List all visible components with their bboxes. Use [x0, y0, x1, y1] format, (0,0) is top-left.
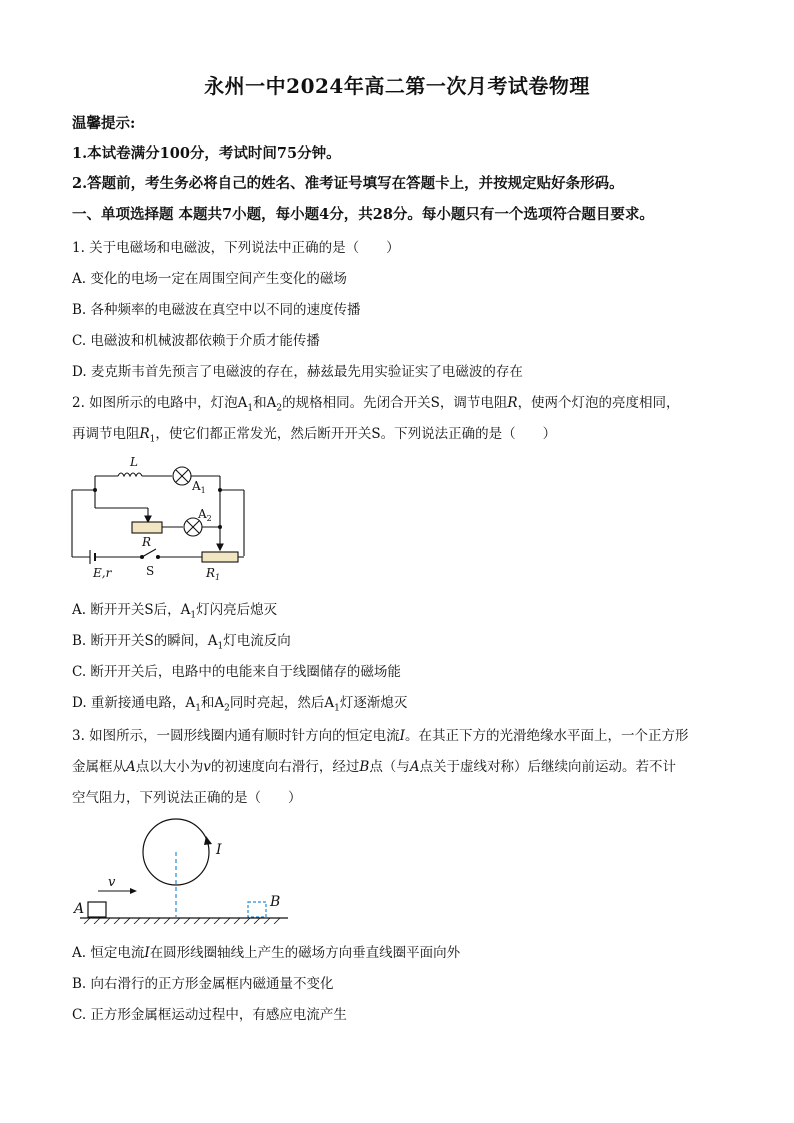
question-stem: 再调节电阻$R_1$，使它们都正常发光，然后断开开关S。下列说法正确的是（ ） — [72, 426, 557, 445]
label-I: I — [216, 842, 222, 858]
question-stem: 2. 如图所示的电路中，灯泡$A_1$和$A_2$的规格相同。先闭合开关S，调节电阻R，使两个灯泡的亮度相同， — [72, 395, 680, 414]
label-A: A — [74, 901, 85, 917]
label-Er: E,r — [93, 566, 112, 580]
label-R1: $R_1$ — [206, 566, 221, 582]
label-A1: $A_1$ — [192, 479, 206, 495]
page-title: 永州一中2024年高二第一次月考试卷物理 — [204, 74, 590, 98]
option: A. 断开开关S后，$A_1$灯闪亮后熄灭 — [72, 602, 278, 621]
label-B: B — [270, 894, 281, 910]
option: C. 正方形金属框运动过程中，有感应电流产生 — [72, 1007, 347, 1023]
option: B. 向右滑行的正方形金属框内磁通量不变化 — [72, 976, 334, 992]
section-heading: 一、单项选择题 本题共7小题，每小题4分，共28分。每小题只有一个选项符合题目要求。 — [72, 206, 654, 223]
question-stem: 3. 如图所示，一圆形线圈内通有顺时针方向的恒定电流I。在其正下方的光滑绝缘水平面上，一个正方形 — [72, 728, 689, 744]
question-stem: 金属框从A点以大小为v的初速度向右滑行，经过B点（与A点关于虚线对称）后继续向前运动。若不计 — [72, 759, 677, 775]
question-stem: 1. 关于电磁场和电磁波，下列说法中正确的是（ ） — [72, 240, 400, 256]
label-v: v — [108, 875, 116, 890]
option: B. 断开开关S的瞬间，$A_1$灯电流反向 — [72, 633, 291, 652]
option: A. 恒定电流I在圆形线圈轴线上产生的磁场方向垂直线圈平面向外 — [72, 945, 461, 961]
label-S: S — [146, 564, 155, 578]
option: C. 电磁波和机械波都依赖于介质才能传播 — [72, 333, 320, 349]
option: D. 重新接通电路，$A_1$和$A_2$同时亮起，然后$A_1$灯逐渐熄灭 — [72, 695, 408, 714]
notice-item: 1.本试卷满分100分，考试时间75分钟。 — [72, 145, 341, 162]
question-stem: 空气阻力，下列说法正确的是（ ） — [72, 790, 302, 806]
notice-heading: 温馨提示: — [72, 115, 136, 132]
option: D. 麦克斯韦首先预言了电磁波的存在，赫兹最先用实验证实了电磁波的存在 — [72, 364, 523, 380]
label-A2: $A_2$ — [198, 507, 212, 523]
velocity-arrow-icon — [130, 888, 137, 894]
option: C. 断开开关后，电路中的电能来自于线圈储存的磁场能 — [72, 664, 401, 680]
coil-diagram — [66, 814, 296, 924]
label-R: R — [142, 535, 152, 549]
notice-item: 2.答题前，考生务必将自己的姓名、准考证号填写在答题卡上，并按规定贴好条形码。 — [72, 175, 624, 192]
circuit-diagram — [60, 450, 260, 585]
label-L: L — [130, 455, 138, 469]
option: B. 各种频率的电磁波在真空中以不同的速度传播 — [72, 302, 361, 318]
option: A. 变化的电场一定在周围空间产生变化的磁场 — [72, 271, 347, 287]
